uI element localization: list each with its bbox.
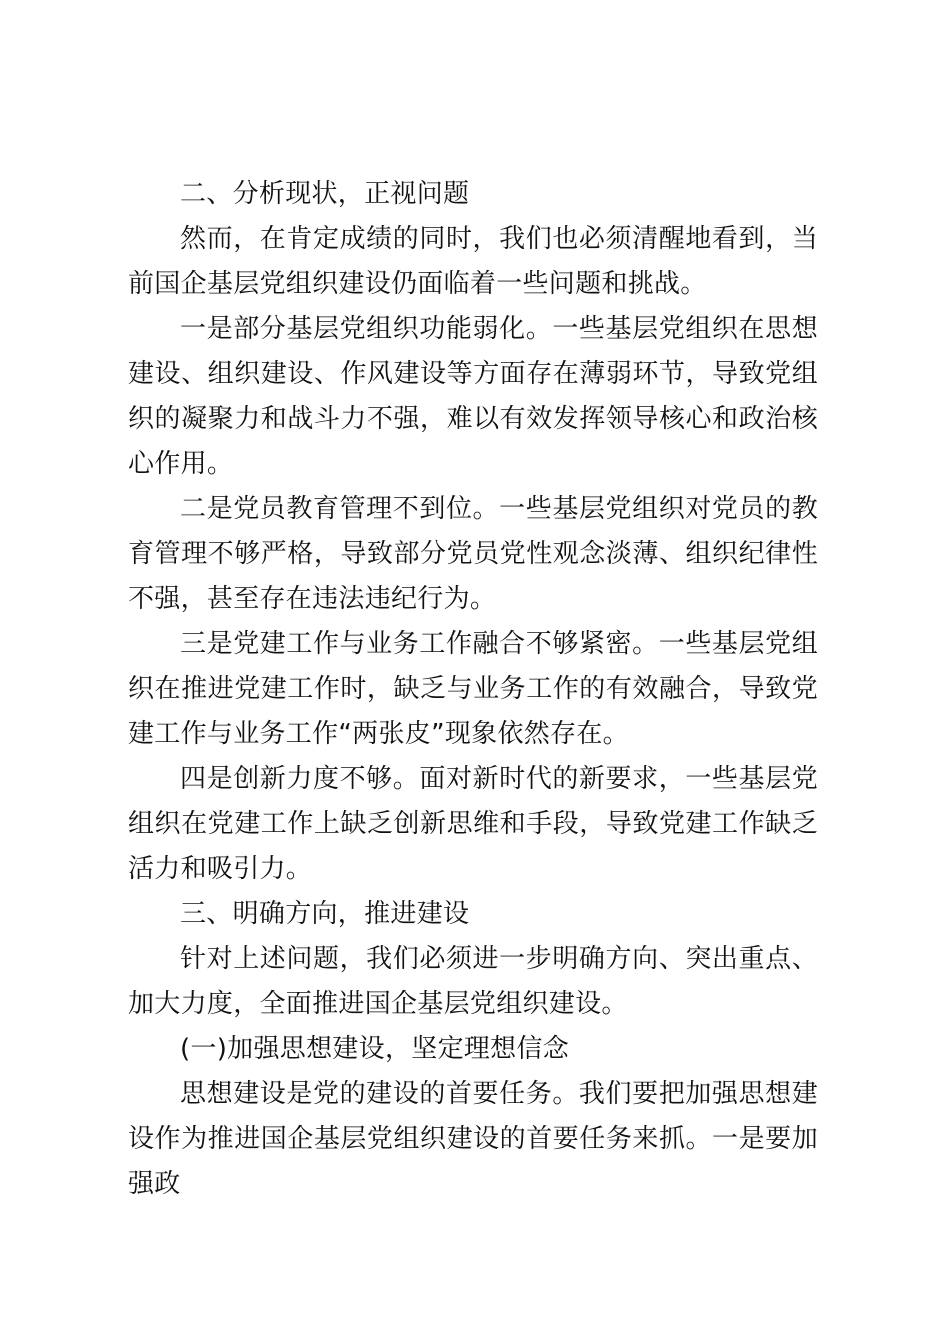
- paragraph-issue-1: 一是部分基层党组织功能弱化。一些基层党组织在思想建设、组织建设、作风建设等方面存在薄弱环节，导致党组织的凝聚力和战斗力不强，难以有效发挥领导核心和政治核心作用。: [128, 314, 818, 479]
- paragraph-intro: 然而，在肯定成绩的同时，我们也必须清醒地看到，当前国企基层党组织建设仍面临着一些问题和挑战。: [128, 224, 818, 299]
- paragraph-issue-3: 三是党建工作与业务工作融合不够紧密。一些基层党组织在推进党建工作时，缺乏与业务工作的有效融合，导致党建工作与业务工作“两张皮”现象依然存在。: [128, 629, 818, 749]
- paragraph-issue-4: 四是创新力度不够。面对新时代的新要求，一些基层党组织在党建工作上缺乏创新思维和手段，导致党建工作缺乏活力和吸引力。: [128, 764, 818, 884]
- section-heading-2: 二、分析现状，正视问题: [180, 179, 470, 209]
- paragraph-direction: 针对上述问题，我们必须进一步明确方向、突出重点、加大力度，全面推进国企基层党组织建设。: [128, 944, 818, 1019]
- document-page: [128, 172, 818, 1207]
- paragraph-ideology: 思想建设是党的建设的首要任务。我们要把加强思想建设作为推进国企基层党组织建设的首要任务来抓。一是要加强政: [128, 1079, 818, 1199]
- paragraph-issue-2: 二是党员教育管理不到位。一些基层党组织对党员的教育管理不够严格，导致部分党员党性观念淡薄、组织纪律性不强，甚至存在违法违纪行为。: [128, 494, 818, 614]
- subsection-heading-1: (一)加强思想建设，坚定理想信念: [180, 1034, 570, 1064]
- section-heading-3: 三、明确方向，推进建设: [180, 899, 470, 929]
